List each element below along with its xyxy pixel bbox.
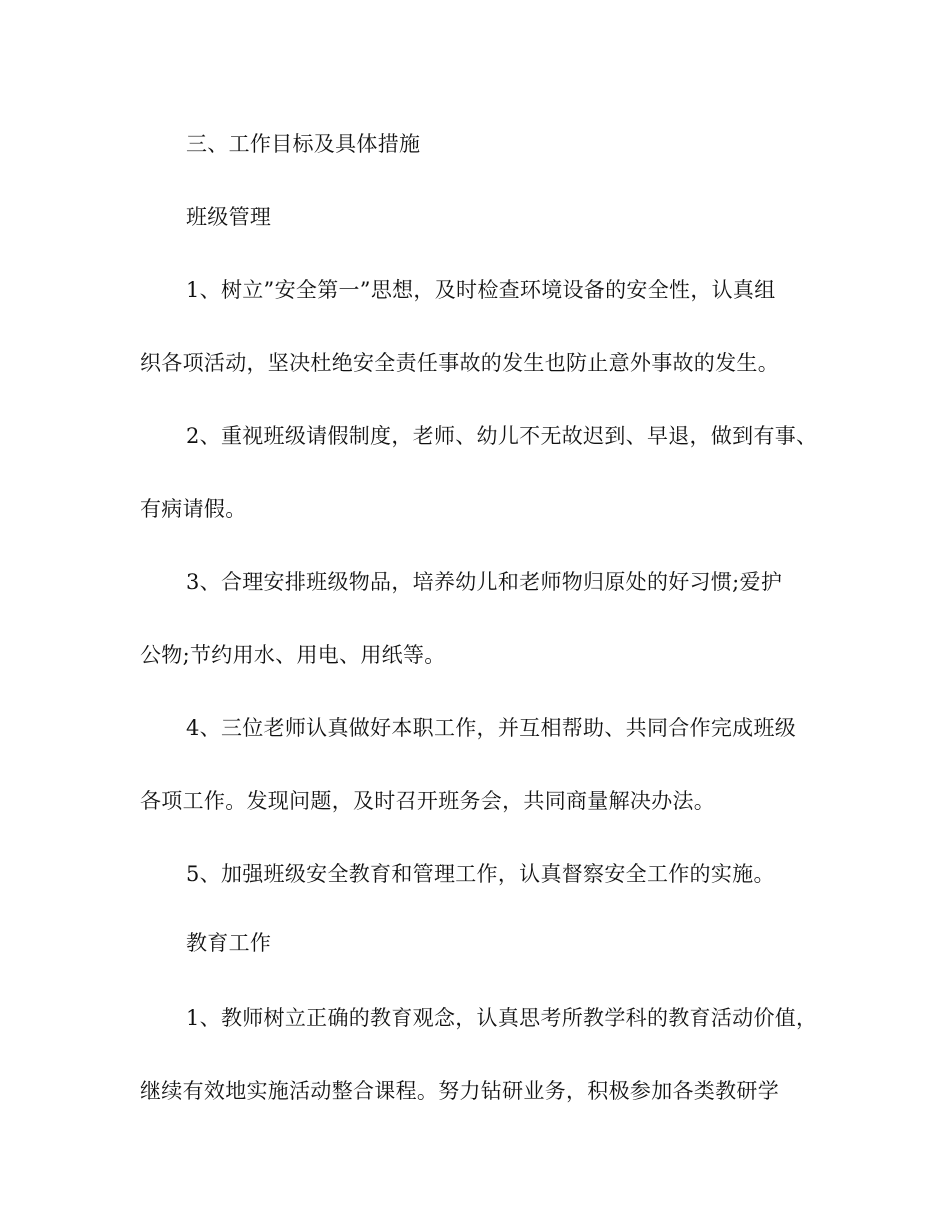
paragraph-line: 各项工作。发现问题，及时召开班务会，共同商量解决办法。 bbox=[140, 789, 716, 813]
section-heading: 三、工作目标及具体措施 bbox=[186, 132, 421, 156]
paragraph-line: 2、重视班级请假制度，老师、幼儿不无故迟到、早退，做到有事、 bbox=[186, 424, 818, 448]
paragraph-line: 有病请假。 bbox=[140, 497, 247, 521]
paragraph-line: 织各项活动，坚决杜绝安全责任事故的发生也防止意外事故的发生。 bbox=[140, 351, 779, 375]
paragraph-line: 公物;节约用水、用电、用纸等。 bbox=[140, 643, 446, 667]
paragraph-line: 3、合理安排班级物品，培养幼儿和老师物归原处的好习惯;爱护 bbox=[186, 570, 783, 594]
subheading-class-management: 班级管理 bbox=[186, 205, 272, 229]
paragraph-line: 1、教师树立正确的教育观念，认真思考所教学科的教育活动价值， bbox=[186, 1006, 818, 1030]
paragraph-line: 继续有效地实施活动整合课程。努力钻研业务，积极参加各类教研学 bbox=[140, 1079, 779, 1103]
paragraph-line: 5、加强班级安全教育和管理工作，认真督察安全工作的实施。 bbox=[186, 862, 775, 886]
paragraph-line: 4、三位老师认真做好本职工作，并互相帮助、共同合作完成班级 bbox=[186, 716, 797, 740]
paragraph-line: 1、树立”安全第一”思想，及时检查环境设备的安全性，认真组 bbox=[186, 278, 776, 302]
subheading-education-work: 教育工作 bbox=[186, 931, 272, 955]
